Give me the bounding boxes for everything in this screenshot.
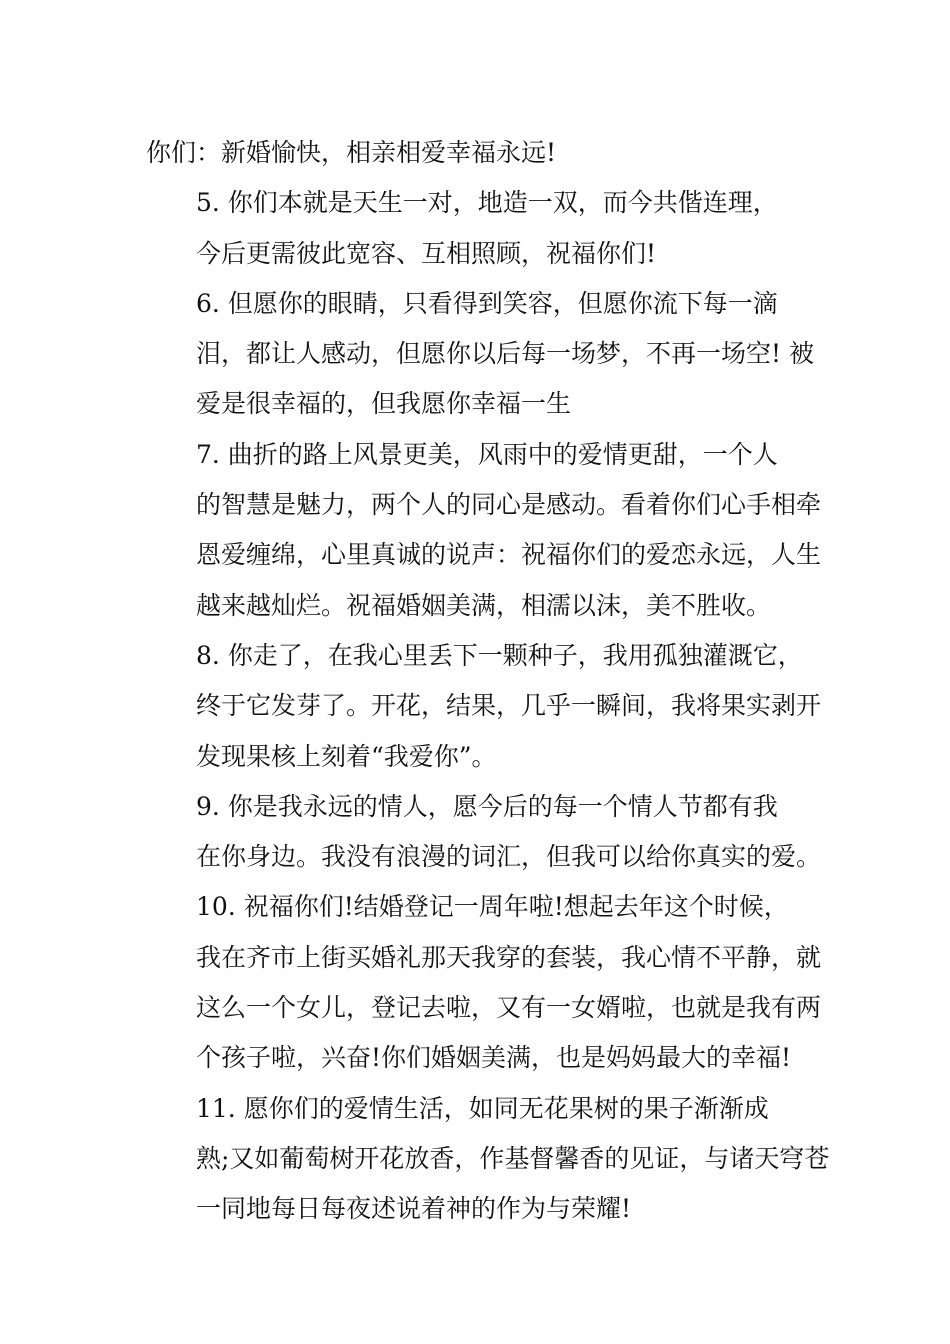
text-line: 恩爱缠绵，心里真诚的说声：祝福你们的爱恋永远，人生 [196, 540, 822, 570]
text-line: 爱是很幸福的，但我愿你幸福一生 [196, 389, 572, 419]
paragraph-item-10 [146, 882, 826, 1083]
text-line: 熟;又如葡萄树开花放香，作基督馨香的见证，与诸天穹苍 [196, 1143, 830, 1173]
text-line: 10. 祝福你们!结婚登记一周年啦!想起去年这个时候， [196, 892, 789, 922]
text-line: 5. 你们本就是天生一对，地造一双，而今共偕连理， [196, 188, 778, 218]
text-line: 在你身边。我没有浪漫的词汇，但我可以给你真实的爱。 [196, 842, 822, 872]
text-line: 发现果核上刻着“我爱你”。 [196, 741, 497, 771]
text-line: 个孩子啦，兴奋!你们婚姻美满，也是妈妈最大的幸福! [196, 1043, 792, 1073]
paragraph-item-6 [146, 279, 826, 430]
text-line: 终于它发芽了。开花，结果，几乎一瞬间，我将果实剥开 [196, 691, 822, 721]
paragraph-item-9 [146, 782, 826, 883]
paragraph-continuation [146, 128, 826, 178]
text-line: 今后更需彼此宽容、互相照顾，祝福你们! [196, 238, 657, 268]
document-body [146, 128, 830, 1235]
text-line: 9. 你是我永远的情人，愿今后的每一个情人节都有我 [196, 791, 778, 821]
paragraph-item-11 [146, 1084, 830, 1235]
text-line: 的智慧是魅力，两个人的同心是感动。看着你们心手相牵 [196, 490, 822, 520]
text-line: 11. 愿你们的爱情生活，如同无花果树的果子渐渐成 [196, 1093, 769, 1123]
text-line: 8. 你走了，在我心里丢下一颗种子，我用孤独灌溉它， [196, 640, 803, 670]
text-line: 一同地每日每夜述说着神的作为与荣耀! [196, 1194, 632, 1224]
text-line: 7. 曲折的路上风景更美，风雨中的爱情更甜，一个人 [196, 439, 778, 469]
paragraph-item-8 [146, 631, 826, 782]
paragraph-item-5 [146, 178, 826, 279]
paragraph-item-7 [146, 430, 826, 631]
text-line: 这么一个女儿，登记去啦，又有一女婿啦，也就是我有两 [196, 993, 822, 1023]
text-line: 你们：新婚愉快，相亲相爱幸福永远! [146, 138, 557, 167]
text-line: 我在齐市上街买婚礼那天我穿的套装，我心情不平静，就 [196, 942, 822, 972]
text-line: 6. 但愿你的眼睛，只看得到笑容，但愿你流下每一滴 [196, 288, 778, 318]
text-line: 泪，都让人感动，但愿你以后每一场梦，不再一场空! 被 [196, 339, 814, 369]
text-line: 越来越灿烂。祝福婚姻美满，相濡以沫，美不胜收。 [196, 590, 772, 620]
